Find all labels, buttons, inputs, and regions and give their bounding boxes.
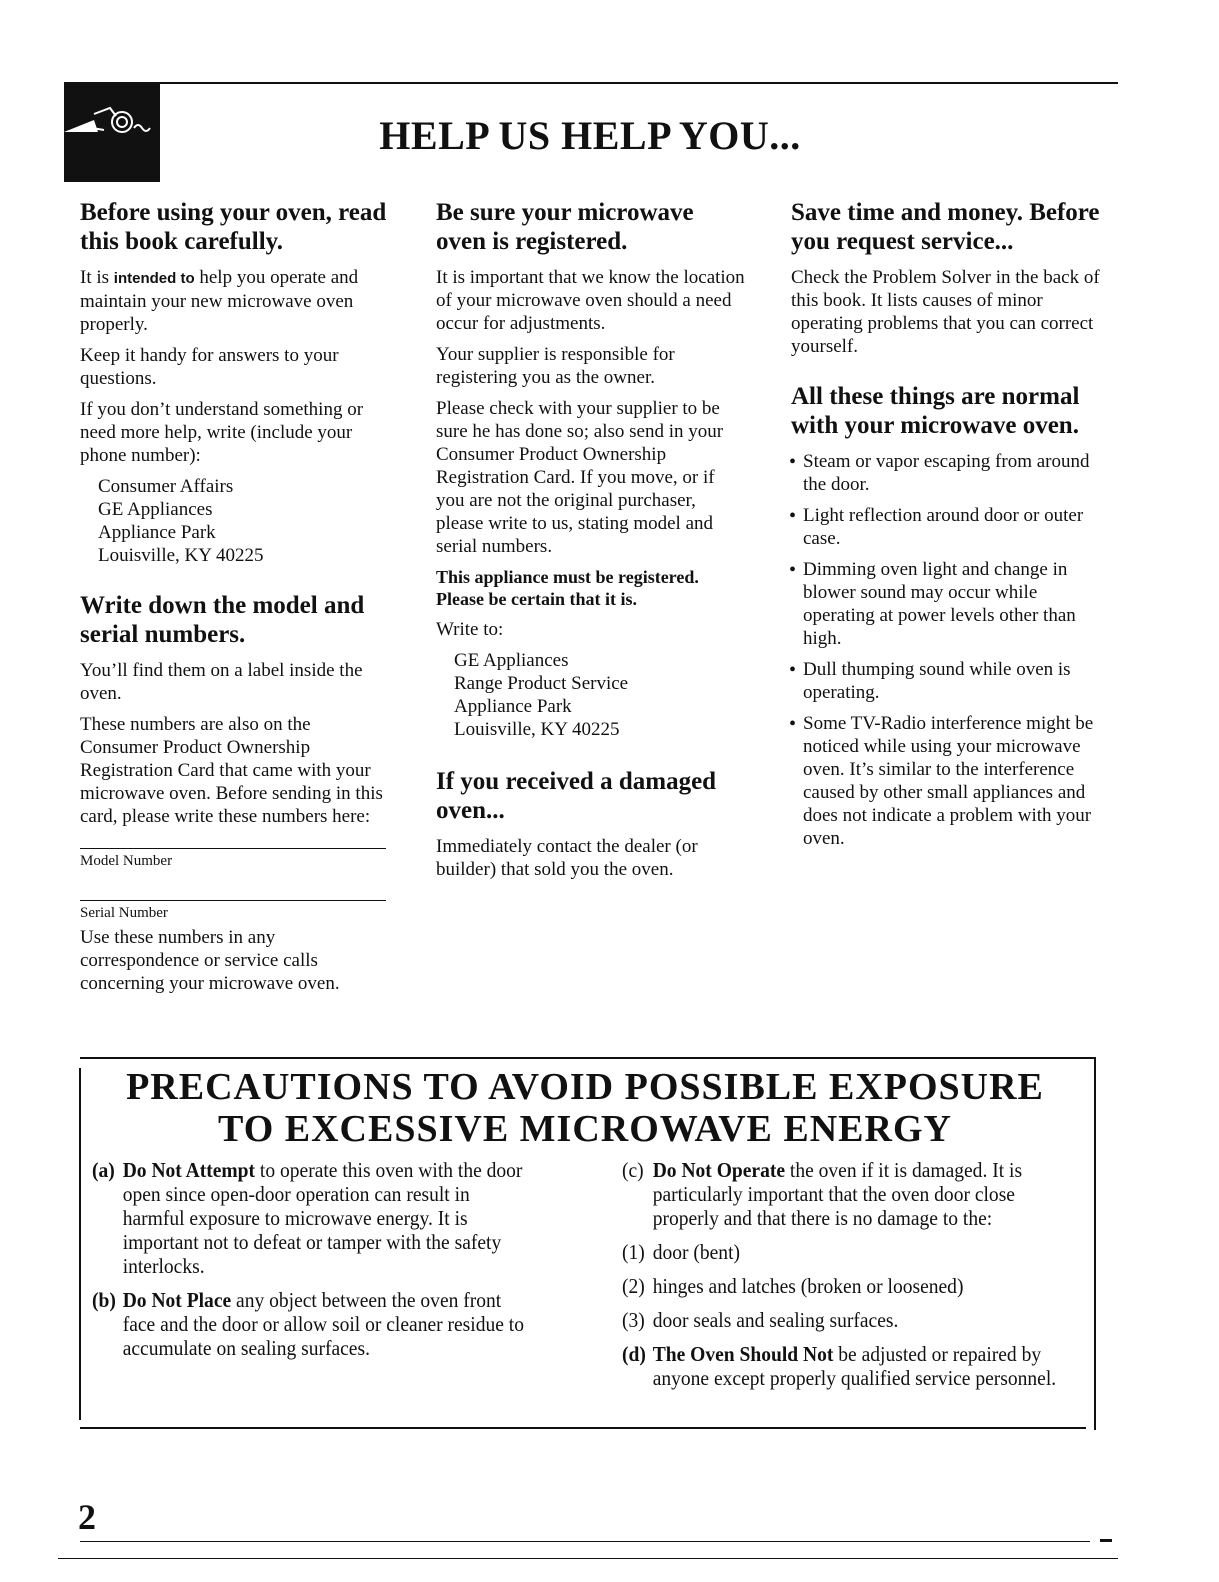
footer-tick: [1100, 1539, 1112, 1542]
consumer-affairs-address: Consumer Affairs GE Appliances Appliance Park Louisville, KY 40225: [98, 476, 264, 566]
precaution-subitem-2: (2) hinges and latches (broken or loosened): [622, 1274, 964, 1298]
section-heading-damaged-oven: If you received a damaged oven...: [436, 768, 717, 824]
precautions-right-rule: [1094, 1058, 1096, 1430]
precautions-left-column: [92, 1158, 562, 1370]
list-item: • Some TV-Radio interference might be noticed while using your microwave oven. It’s similar to the interference caused by other small appliances and does not indicate a problem with your oven.: [791, 712, 1103, 850]
column-before-using: [80, 198, 390, 1003]
precautions-top-rule: [80, 1057, 1096, 1059]
precaution-subitem-3: (3) door seals and sealing surfaces.: [622, 1308, 899, 1332]
top-rule: [64, 82, 1118, 84]
page-title: HELP US HELP YOU...: [379, 113, 801, 158]
paragraph: Your supplier is responsible for registering you as the owner.: [436, 344, 675, 388]
precaution-item-d: (d) The Oven Should Not be adjusted or repaired by anyone except properly qualified service personnel.: [622, 1342, 1057, 1390]
list-item: • Dimming oven light and change in blower sound may occur while operating at power levels other than high.: [791, 558, 1103, 650]
page-number: 2: [78, 1497, 96, 1537]
paragraph: It is important that we know the location of your microwave oven should a need occur for adjustments.: [436, 267, 745, 334]
model-number-label: Model Number: [80, 853, 173, 869]
list-item: • Light reflection around door or outer case.: [791, 504, 1103, 550]
section-heading-normal-things: All these things are normal with your microwave oven.: [791, 383, 1080, 439]
paragraph: It is intended to help you operate and maintain your new microwave oven properly.: [80, 267, 359, 335]
paragraph: If you don’t understand something or need more help, write (include your phone number):: [80, 399, 364, 466]
precautions-right-column: [622, 1158, 1092, 1400]
paragraph: You’ll find them on a label inside the oven.: [80, 660, 363, 704]
paragraph: Keep it handy for answers to your questions.: [80, 345, 339, 389]
serial-number-label: Serial Number: [80, 905, 168, 921]
precaution-subitem-1: (1) door (bent): [622, 1240, 741, 1264]
footer-rule: [80, 1541, 1090, 1542]
microwave-logo-icon: [64, 84, 160, 182]
paragraph: Write to:: [436, 619, 504, 640]
precautions-title: PRECAUTIONS TO AVOID POSSIBLE EXPOSURE TO EXCESSIVE MICROWAVE ENERGY: [126, 1066, 1044, 1150]
serial-number-field[interactable]: [80, 900, 386, 922]
precautions-bottom-rule: [80, 1427, 1086, 1429]
column-registration: [436, 198, 746, 889]
paragraph: Please check with your supplier to be sure he has done so; also send in your Consumer Product Ownership Registration Card. If you move, or if you are not the original purchaser, please write to us, stating model and serial numbers.: [436, 398, 724, 557]
precaution-item-a: (a) Do Not Attempt to operate this oven with the door open since open-door operation can result in harmful exposure to microwave energy. It is important not to defeat or tamper with the safety interlocks.: [92, 1158, 523, 1278]
paragraph: Check the Problem Solver in the back of this book. It lists causes of minor operating problems that you can correct yourself.: [791, 267, 1100, 357]
paragraph: These numbers are also on the Consumer Product Ownership Registration Card that came with your microwave oven. Before sending in this card, please write these numbers here:: [80, 714, 383, 827]
paragraph: Immediately contact the dealer (or builder) that sold you the oven.: [436, 836, 698, 880]
section-heading-save-time: Save time and money. Before you request service...: [791, 199, 1100, 255]
registration-note: This appliance must be registered. Please be certain that it is.: [436, 567, 699, 609]
section-heading-model-serial: Write down the model and serial numbers.: [80, 592, 365, 648]
bottom-rule: [58, 1558, 1118, 1559]
section-heading-read-book: Before using your oven, read this book carefully.: [80, 199, 387, 255]
range-service-address: GE Appliances Range Product Service Appliance Park Louisville, KY 40225: [454, 650, 629, 740]
column-save-time: [791, 198, 1103, 858]
list-item: • Steam or vapor escaping from around the door.: [791, 450, 1103, 496]
model-number-field[interactable]: [80, 848, 386, 870]
list-item: • Dull thumping sound while oven is operating.: [791, 658, 1103, 704]
emphasis-text: intended to: [113, 270, 195, 287]
precaution-item-c: (c) Do Not Operate the oven if it is damaged. It is particularly important that the oven door close properly and that there is no damage to the:: [622, 1158, 1023, 1230]
section-heading-registered: Be sure your microwave oven is registered.: [436, 199, 694, 255]
precaution-item-b: (b) Do Not Place any object between the oven front face and the door or allow soil or cleaner residue to accumulate on sealing surfaces.: [92, 1288, 524, 1360]
paragraph: Use these numbers in any correspondence or service calls concerning your microwave oven.: [80, 927, 340, 994]
normal-things-list: [791, 450, 1103, 850]
